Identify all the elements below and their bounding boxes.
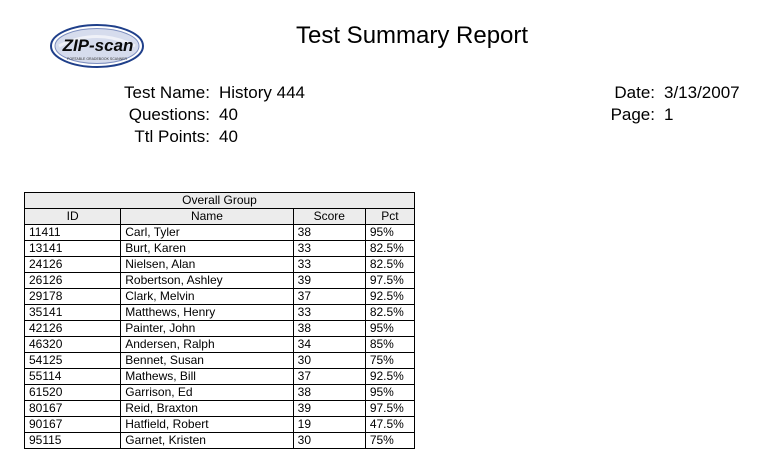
- pct-cell: 75%: [365, 433, 414, 449]
- table-row: [25, 337, 415, 353]
- student-id-cell: 90167: [25, 417, 121, 433]
- student-id-cell: 42126: [25, 321, 121, 337]
- table-row: [25, 385, 415, 401]
- zipscan-logo: [49, 23, 145, 69]
- student-name-cell: Bennet, Susan: [121, 353, 293, 369]
- student-name-cell: Hatfield, Robert: [121, 417, 293, 433]
- page-info: [580, 82, 755, 126]
- student-name-cell: Andersen, Ralph: [121, 337, 293, 353]
- questions-label: Questions:: [128, 105, 210, 124]
- table-row: [25, 225, 415, 241]
- report-title: Test Summary Report: [296, 22, 529, 49]
- page-number: 1: [664, 105, 674, 124]
- group-title: Overall Group: [25, 193, 415, 209]
- date-value: 3/13/2007: [664, 83, 740, 102]
- student-id-cell: 46320: [25, 337, 121, 353]
- pct-cell: 47.5%: [365, 417, 414, 433]
- column-header-name: Name: [121, 209, 293, 225]
- pct-cell: 97.5%: [365, 401, 414, 417]
- score-cell: 30: [293, 353, 365, 369]
- student-id-cell: 80167: [25, 401, 121, 417]
- column-header-pct: Pct: [365, 209, 414, 225]
- table-row: [25, 257, 415, 273]
- student-name-cell: Garrison, Ed: [121, 385, 293, 401]
- test-name-label: Test Name:: [124, 83, 210, 102]
- score-cell: 19: [293, 417, 365, 433]
- student-id-cell: 54125: [25, 353, 121, 369]
- table-row: [25, 273, 415, 289]
- score-cell: 38: [293, 385, 365, 401]
- test-info: [100, 82, 340, 148]
- svg-text:PORTABLE GRADEBOOK SCANNER: PORTABLE GRADEBOOK SCANNER: [67, 57, 127, 61]
- pct-cell: 82.5%: [365, 241, 414, 257]
- table-row: [25, 433, 415, 449]
- page-label: Page:: [610, 105, 655, 124]
- table-body: [25, 225, 415, 449]
- score-cell: 33: [293, 241, 365, 257]
- table-row: [25, 321, 415, 337]
- pct-cell: 92.5%: [365, 289, 414, 305]
- score-cell: 39: [293, 273, 365, 289]
- score-cell: 34: [293, 337, 365, 353]
- student-name-cell: Nielsen, Alan: [121, 257, 293, 273]
- student-name-cell: Garnet, Kristen: [121, 433, 293, 449]
- student-name-cell: Carl, Tyler: [121, 225, 293, 241]
- score-cell: 38: [293, 321, 365, 337]
- student-name-cell: Painter, John: [121, 321, 293, 337]
- pct-cell: 75%: [365, 353, 414, 369]
- student-id-cell: 24126: [25, 257, 121, 273]
- overall-group-table: [24, 192, 415, 449]
- table-row: [25, 305, 415, 321]
- pct-cell: 95%: [365, 321, 414, 337]
- column-header-id: ID: [25, 209, 121, 225]
- student-id-cell: 29178: [25, 289, 121, 305]
- student-id-cell: 61520: [25, 385, 121, 401]
- student-name-cell: Burt, Karen: [121, 241, 293, 257]
- student-id-cell: 55114: [25, 369, 121, 385]
- svg-text:ZIP-scan: ZIP-scan: [62, 36, 134, 55]
- student-name-cell: Mathews, Bill: [121, 369, 293, 385]
- pct-cell: 82.5%: [365, 257, 414, 273]
- table-row: [25, 289, 415, 305]
- pct-cell: 95%: [365, 225, 414, 241]
- student-id-cell: 13141: [25, 241, 121, 257]
- student-name-cell: Robertson, Ashley: [121, 273, 293, 289]
- score-cell: 39: [293, 401, 365, 417]
- score-cell: 37: [293, 369, 365, 385]
- student-name-cell: Reid, Braxton: [121, 401, 293, 417]
- student-id-cell: 95115: [25, 433, 121, 449]
- column-header-score: Score: [293, 209, 365, 225]
- table-row: [25, 369, 415, 385]
- student-name-cell: Clark, Melvin: [121, 289, 293, 305]
- score-cell: 37: [293, 289, 365, 305]
- student-id-cell: 35141: [25, 305, 121, 321]
- student-name-cell: Matthews, Henry: [121, 305, 293, 321]
- ttl-points-value: 40: [219, 127, 238, 146]
- questions-value: 40: [219, 105, 238, 124]
- date-label: Date:: [614, 83, 655, 102]
- pct-cell: 95%: [365, 385, 414, 401]
- ttl-points-label: Ttl Points:: [134, 127, 210, 146]
- table-row: [25, 417, 415, 433]
- score-cell: 38: [293, 225, 365, 241]
- test-name-value: History 444: [219, 83, 305, 102]
- pct-cell: 85%: [365, 337, 414, 353]
- table-row: [25, 401, 415, 417]
- student-id-cell: 26126: [25, 273, 121, 289]
- student-id-cell: 11411: [25, 225, 121, 241]
- pct-cell: 97.5%: [365, 273, 414, 289]
- pct-cell: 82.5%: [365, 305, 414, 321]
- score-cell: 30: [293, 433, 365, 449]
- table-row: [25, 241, 415, 257]
- score-cell: 33: [293, 257, 365, 273]
- pct-cell: 92.5%: [365, 369, 414, 385]
- table-row: [25, 353, 415, 369]
- score-cell: 33: [293, 305, 365, 321]
